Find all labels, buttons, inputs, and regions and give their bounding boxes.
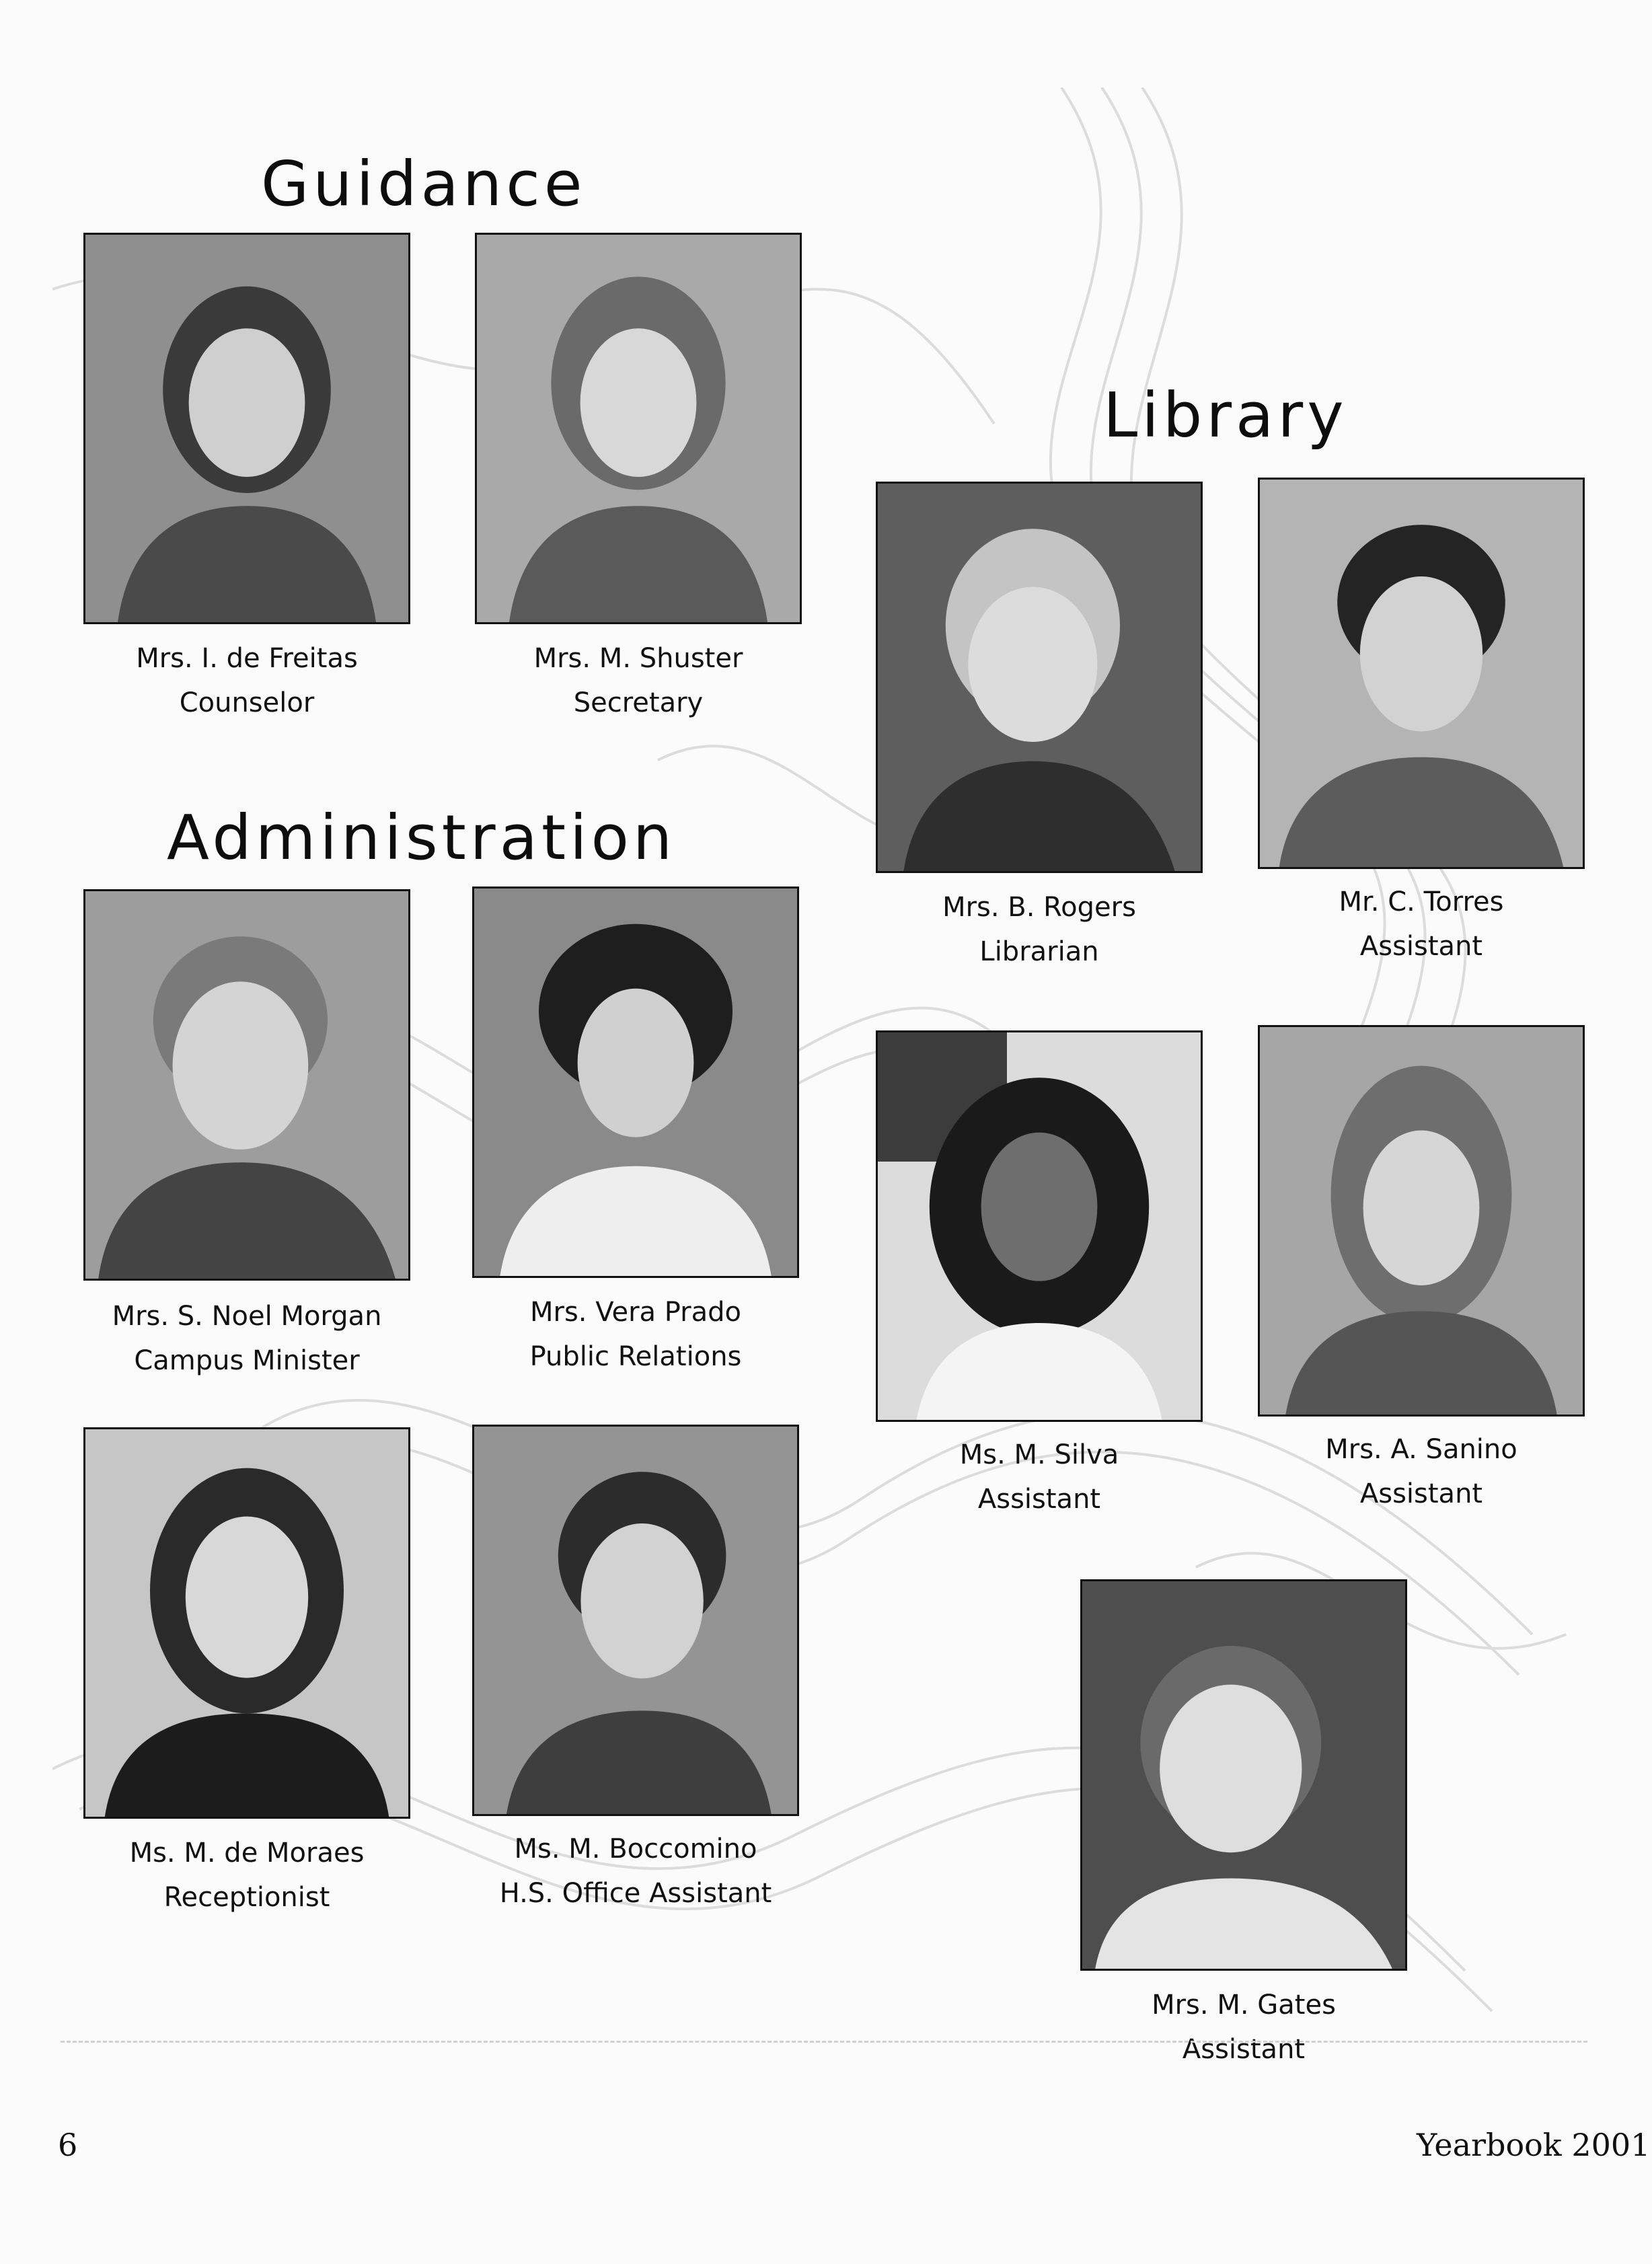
staff-role: Librarian	[979, 936, 1099, 967]
portrait-photo	[1258, 478, 1585, 869]
guidance-heading: Guidance	[261, 148, 587, 220]
staff-caption	[43, 1294, 451, 1383]
staff-name: Ms. M. Boccomino	[514, 1834, 757, 1864]
staff-name: Ms. M. de Moraes	[129, 1838, 365, 1869]
page-number: 6	[58, 2127, 78, 2163]
staff-name: Ms. M. Silva	[959, 1439, 1119, 1470]
portrait-photo	[1258, 1025, 1585, 1417]
person-silhouette-icon	[85, 235, 408, 622]
person-silhouette-icon	[474, 889, 797, 1276]
staff-role: Assistant	[977, 1484, 1101, 1515]
staff-name: Mrs. I. de Freitas	[136, 643, 358, 674]
staff-role: Assistant	[1359, 1478, 1483, 1509]
person-silhouette-icon	[878, 1032, 1201, 1420]
staff-caption	[432, 1827, 839, 1916]
portrait-photo	[876, 482, 1203, 873]
person-silhouette-icon	[85, 891, 408, 1279]
staff-name: Mrs. Vera Prado	[529, 1297, 741, 1328]
staff-role: Secretary	[573, 687, 704, 718]
person-silhouette-icon	[878, 484, 1201, 871]
person-silhouette-icon	[477, 235, 800, 622]
portrait-photo	[472, 886, 799, 1278]
portrait-photo	[83, 889, 410, 1281]
staff-name: Mrs. M. Gates	[1152, 1990, 1336, 2021]
library-heading: Library	[1103, 379, 1348, 451]
portrait-photo	[1080, 1579, 1407, 1971]
staff-role: Receptionist	[163, 1882, 330, 1913]
staff-caption	[835, 885, 1243, 974]
portrait-photo	[472, 1425, 799, 1816]
staff-role: Campus Minister	[134, 1345, 360, 1376]
portrait-photo	[475, 233, 802, 624]
person-silhouette-icon	[1082, 1581, 1405, 1969]
staff-name: Mr. C. Torres	[1339, 886, 1504, 917]
person-silhouette-icon	[474, 1427, 797, 1814]
staff-name: Mrs. A. Sanino	[1325, 1434, 1517, 1465]
staff-caption	[1217, 1427, 1625, 1516]
staff-role: H.S. Office Assistant	[499, 1878, 772, 1909]
staff-caption	[835, 1433, 1243, 1521]
staff-role: Assistant	[1359, 931, 1483, 962]
staff-role: Assistant	[1182, 2034, 1306, 2065]
person-silhouette-icon	[1260, 1027, 1583, 1414]
staff-caption	[43, 1831, 451, 1920]
person-silhouette-icon	[1260, 480, 1583, 867]
staff-role: Public Relations	[529, 1341, 742, 1372]
portrait-photo	[876, 1030, 1203, 1422]
staff-caption	[435, 636, 842, 725]
publication-label: Yearbook 2001	[1417, 2127, 1651, 2163]
administration-heading: Administration	[167, 802, 677, 874]
staff-name: Mrs. B. Rogers	[942, 892, 1136, 923]
footer-divider	[61, 2041, 1587, 2043]
staff-name: Mrs. S. Noel Morgan	[112, 1301, 382, 1332]
staff-caption	[432, 1290, 839, 1379]
staff-caption	[1217, 880, 1625, 969]
staff-caption	[43, 636, 451, 725]
portrait-photo	[83, 233, 410, 624]
portrait-photo	[83, 1427, 410, 1819]
staff-name: Mrs. M. Shuster	[533, 643, 743, 674]
staff-role: Counselor	[179, 687, 315, 718]
person-silhouette-icon	[85, 1429, 408, 1817]
staff-caption	[1040, 1983, 1448, 2072]
